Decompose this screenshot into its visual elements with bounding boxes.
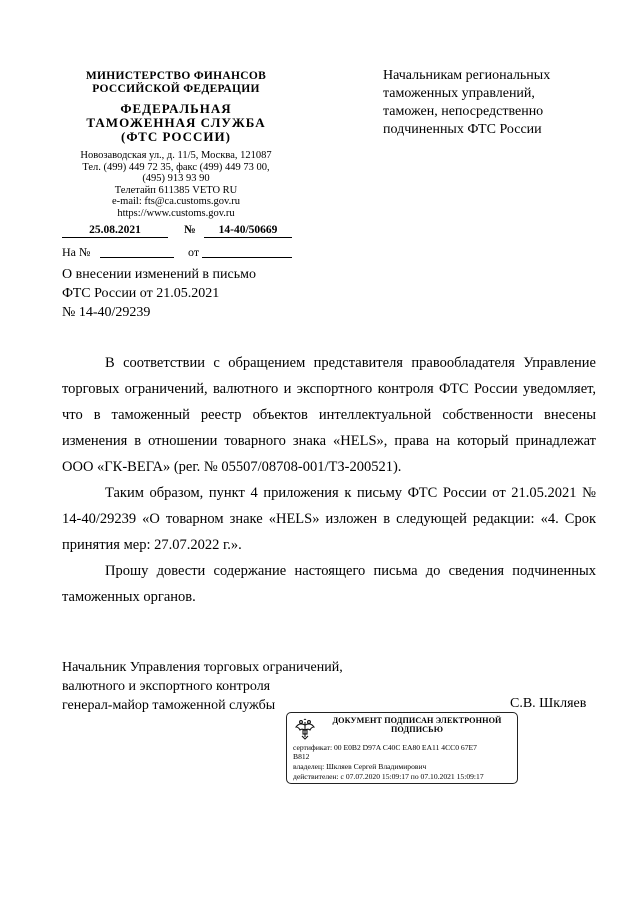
- in-reply-number-label: На №: [62, 245, 91, 259]
- subject-line2: ФТС России от 21.05.2021: [62, 286, 220, 301]
- stamp-title-line1: ДОКУМЕНТ ПОДПИСАН ЭЛЕКТРОННОЙ: [332, 716, 502, 725]
- ministry-name-line2: РОССИЙСКОЙ ФЕДЕРАЦИИ: [92, 82, 260, 95]
- body-paragraph-2: Таким образом, пункт 4 приложения к письму ФТС России от 21.05.2021 № 14-40/29239 «О товарном знаке «HELS» изложен в следующей редакции: «4. Срок принятия мер: 27.07.2022 г.».: [62, 485, 596, 553]
- service-name-line3: (ФТС РОССИИ): [121, 129, 231, 144]
- signer-title: [62, 658, 392, 715]
- signer-line1: Начальник Управления торговых ограничений,: [62, 660, 343, 675]
- phone: Тел. (499) 449 72 35, факс (499) 449 73 00,: [82, 161, 270, 173]
- subject-line1: О внесении изменений в письмо: [62, 267, 256, 282]
- body-paragraph-1: В соответствии с обращением представителя правообладателя Управление торговых ограничений, валютного и экспортного контроля ФТС России уведомляет, что в таможенный реестр объектов интеллектуальной собственности внесены изменения в отношении товарного знака «HELS», права на который принадлежат ООО «ГК-ВЕГА» (рег. № 05507/08708-001/ТЗ-200521).: [62, 355, 596, 475]
- contact-block: [58, 150, 294, 219]
- website: https://www.customs.gov.ru: [117, 207, 235, 219]
- letter-date: 25.08.2021: [62, 224, 168, 238]
- double-headed-eagle-icon: [293, 717, 317, 741]
- e-signature-stamp: [286, 712, 518, 784]
- letterhead: [58, 70, 294, 219]
- phone-2: (495) 913 93 90: [142, 173, 210, 184]
- recipient-line1: Начальникам региональных: [383, 68, 551, 83]
- letter-body: [62, 350, 596, 610]
- stamp-title-line2: ПОДПИСЬЮ: [390, 725, 444, 734]
- subject: [62, 265, 302, 322]
- recipient-line4: подчиненных ФТС России: [383, 122, 542, 137]
- signer-line3: генерал-майор таможенной службы: [62, 698, 276, 713]
- recipient-line2: таможенных управлений,: [383, 86, 535, 101]
- recipient: [383, 67, 593, 139]
- teletype: Телетайп 611385 VETO RU: [114, 184, 238, 196]
- stamp-certificate: сертификат: 00 E0B2 D97A C40C EA80 EA11 4CC0 67E7: [293, 743, 477, 752]
- stamp-title: [321, 716, 513, 734]
- stamp-owner: владелец: Шкляев Сергей Владимирович: [293, 762, 427, 771]
- letter-number: 14-40/50669: [204, 224, 292, 238]
- number-label: №: [184, 224, 196, 236]
- service-name-line2: ТАМОЖЕННАЯ СЛУЖБА: [86, 115, 266, 130]
- recipient-line3: таможен, непосредственно: [383, 104, 544, 119]
- in-reply-date-line: [202, 257, 292, 258]
- signer-name: С.В. Шкляев: [510, 696, 587, 711]
- ministry-name-line1: МИНИСТЕРСТВО ФИНАНСОВ: [85, 70, 267, 82]
- in-reply-date-label: от: [188, 245, 200, 259]
- email: e-mail: fts@ca.customs.gov.ru: [112, 196, 240, 207]
- body-paragraph-3: Прошу довести содержание настоящего письма до сведения подчиненных таможенных органов.: [62, 563, 596, 605]
- in-reply-number-line: [100, 257, 174, 258]
- signer-line2: валютного и экспортного контроля: [62, 679, 271, 694]
- address: Новозаводская ул., д. 11/5, Москва, 121087: [80, 150, 272, 161]
- stamp-validity: действителен: с 07.07.2020 15:09:17 по 07.10.2021 15:09:17: [293, 772, 484, 781]
- service-name-line1: ФЕДЕРАЛЬНАЯ: [120, 101, 232, 116]
- subject-line3: № 14-40/29239: [62, 305, 151, 320]
- stamp-certificate-2: B812: [293, 752, 310, 761]
